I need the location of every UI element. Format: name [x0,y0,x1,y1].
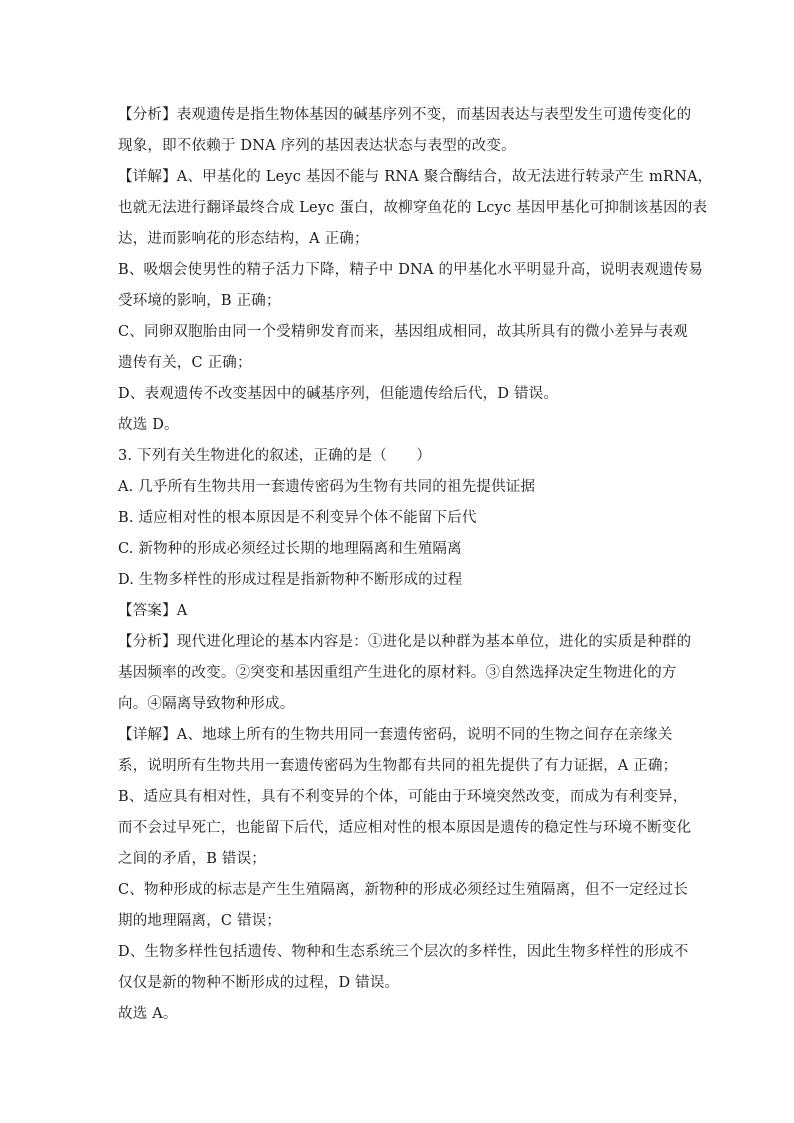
detail-line: 受环境的影响，B 正确； [118,293,281,309]
option-b: B. 适应相对性的根本原因是不利变异个体不能留下后代 [118,510,477,526]
choice-conclusion: 故选 A。 [118,1006,178,1022]
detail-line: 仅仅是新的物种不断形成的过程，D 错误。 [118,975,400,991]
analysis-line: 【分析】表观遗传是指生物体基因的碱基序列不变，而基因表达与表型发生可遗传变化的 [118,107,692,123]
detail-line: 【详解】A、地球上所有的生物共用同一套遗传密码，说明不同的生物之间存在亲缘关 [118,727,673,743]
detail-line: D、表观遗传不改变基因中的碱基序列，但能遗传给后代，D 错误。 [118,386,559,402]
detail-line: 达，进而影响花的形态结构，A 正确； [118,231,369,247]
detail-line: C、同卵双胞胎由同一个受精卵发育而来，基因组成相同，故其所具有的微小差异与表观 [118,324,688,340]
analysis-line: 现象，即不依赖于 DNA 序列的基因表达状态与表型的改变。 [118,138,516,154]
analysis-line: 【分析】现代进化理论的基本内容是：①进化是以种群为基本单位，进化的实质是种群的 [118,634,692,650]
detail-line: 遗传有关，C 正确； [118,355,252,371]
question-stem: 3. 下列有关生物进化的叙述，正确的是（ ） [118,448,432,464]
detail-line: 而不会过早死亡，也能留下后代，适应相对性的根本原因是遗传的稳定性与环境不断变化 [118,820,692,836]
option-c: C. 新物种的形成必须经过长期的地理隔离和生殖隔离 [118,541,462,557]
detail-line: 也就无法进行翻译最终合成 Leyc 蛋白，故柳穿鱼花的 Lcyc 基因甲基化可抑制该基因的表 [118,200,708,216]
detail-line: 系，说明所有生物共用一套遗传密码为生物都有共同的祖先提供了有力证据，A 正确； [118,758,678,774]
detail-line: C、物种形成的标志是产生生殖隔离，新物种的形成必须经过生殖隔离，但不一定经过长 [118,882,688,898]
analysis-line: 基因频率的改变。②突变和基因重组产生进化的原材料。③自然选择决定生物进化的方 [118,665,677,681]
option-d: D. 生物多样性的形成过程是指新物种不断形成的过程 [118,572,463,588]
option-a: A. 几乎所有生物共用一套遗传密码为生物有共同的祖先提供证据 [118,479,536,495]
detail-line: 之间的矛盾，B 错误； [118,851,266,867]
detail-line: 期的地理隔离，C 错误； [118,913,282,929]
analysis-line: 向。④隔离导致物种形成。 [118,696,295,712]
detail-line: B、适应具有相对性，具有不利变异的个体，可能由于环境突然改变，而成为有利变异， [118,789,688,805]
document-body [118,100,713,1030]
choice-conclusion: 故选 D。 [118,417,179,433]
detail-line: D、生物多样性包括遗传、物种和生态系统三个层次的多样性，因此生物多样性的形成不 [118,944,689,960]
detail-line: 【详解】A、甲基化的 Leyc 基因不能与 RNA 聚合酶结合，故无法进行转录产生 mRNA， [118,169,713,185]
answer-line: 【答案】A [118,603,188,619]
detail-line: B、吸烟会使男性的精子活力下降，精子中 DNA 的甲基化水平明显升高，说明表观遗传易 [118,262,704,278]
